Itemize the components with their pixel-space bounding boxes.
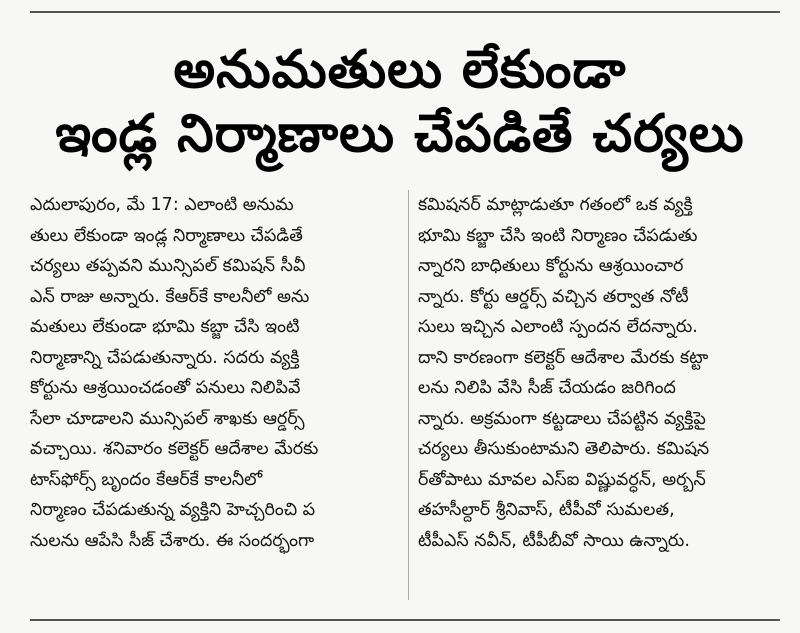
- article-line: ఎన్ రాజు అన్నారు. కేఆర్‌కే కాలనీలో అను: [30, 286, 310, 307]
- article-line: సులు ఇచ్చిన ఎలాంటి స్పందన లేదన్నారు.: [418, 317, 698, 337]
- article-line: సేలా చూడాలని మున్సిపల్ శాఖకు ఆర్డర్స్: [30, 408, 305, 429]
- article-line: కమిషనర్ మాట్లాడుతూ గతంలో ఒక వ్యక్తి: [418, 195, 693, 215]
- article-line: చర్యలు తీసుకుంటామని తెలిపారు. కమిషన: [418, 439, 710, 459]
- article-line: వచ్చాయి. శనివారం కలెక్టర్ ఆదేశాల మేరకు: [30, 439, 319, 459]
- article-line: తులు లేకుండా ఇండ్ల నిర్మాణాలు చేపడితే: [30, 225, 303, 246]
- article-line: న్నారని బాధితులు కోర్టును ఆశ్రయించార: [418, 256, 684, 276]
- article-line: న్నారు. అక్రమంగా కట్టడాలు చేపట్టిన వ్యక్తిపై: [418, 408, 706, 429]
- article-line: తహసీల్దార్ శ్రీనివాస్, టీపీవో సుమలత,: [418, 500, 675, 520]
- article-line: చర్యలు తప్పవని మున్సిపల్ కమిషన్ సీవీ: [30, 256, 306, 276]
- article-line: దాని కారణంగా కలెక్టర్ ఆదేశాల మేరకు కట్టా: [418, 347, 709, 368]
- article-line: నిర్మాణాన్ని చేపడుతున్నారు. సదరు వ్యక్తి: [30, 347, 300, 368]
- article-line: లను నిలిపి వేసి సీజ్ చేయడం జరిగింద: [418, 378, 676, 398]
- article-right-column: [418, 190, 783, 556]
- headline: [20, 38, 780, 166]
- article-line: కోర్టును ఆశ్రయించడంతో పనులు నిలిపివే: [30, 378, 301, 398]
- bottom-rule: [30, 619, 780, 621]
- headline-line-2: ఇండ్ల నిర్మాణాలు చేపడితే చర్యలు: [55, 104, 745, 164]
- article-line: ర్‌తోపాటు మావల ఎస్ఐ విష్ణువర్ధన్, అర్బన్: [418, 469, 706, 490]
- article-line: భూమి కబ్జా చేసి ఇంటి నిర్మాణం చేపడుతు: [418, 225, 698, 246]
- article-line: న్నారు. కోర్టు ఆర్డర్స్ వచ్చిన తర్వాత నోటీ: [418, 286, 689, 307]
- article-line: ఎదులాపురం, మే 17: ఎలాంటి అనుమ: [30, 195, 294, 215]
- article-line: నులను ఆపేసి సీజ్ చేశారు. ఈ సందర్భంగా: [30, 530, 315, 551]
- headline-line-1: అనుమతులు లేకుండా: [173, 40, 627, 100]
- article-left-column: [30, 190, 400, 556]
- article-line: టీపీఎస్ నవీన్, టీపీబీవో సాయి ఉన్నారు.: [418, 530, 690, 551]
- article-line: టాస్‌ఫోర్స్ బృందం కేఆర్‌కే కాలనీలో: [30, 469, 263, 490]
- article-line: నిర్మాణం చేపడుతున్న వ్యక్తిని హెచ్చరించి ప: [30, 500, 316, 520]
- column-divider: [408, 190, 409, 600]
- top-rule: [30, 11, 780, 13]
- article-line: మతులు లేకుండా భూమి కబ్జా చేసి ఇంటి: [30, 317, 300, 337]
